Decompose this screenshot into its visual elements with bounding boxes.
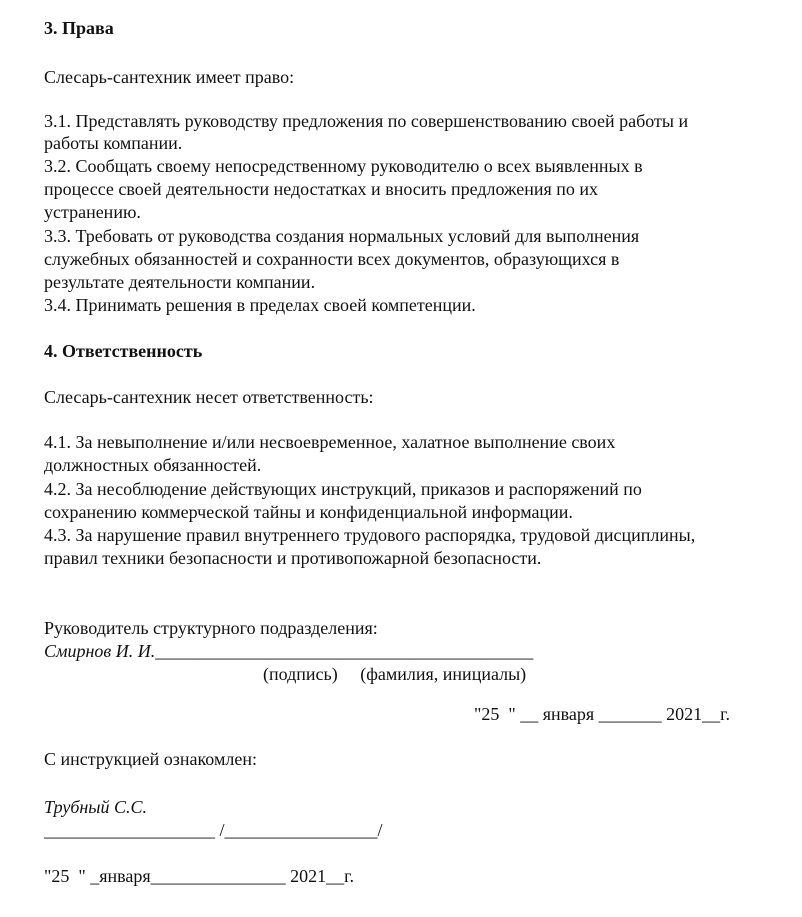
signature-blank: __________________________________________ <box>155 641 534 661</box>
section-3-intro: Слесарь-сантехник имеет право: <box>44 67 295 87</box>
section-3-line: устранению. <box>44 202 141 222</box>
section-4-line: должностных обязанностей. <box>44 455 262 475</box>
section-3-line: 3.3. Требовать от руководства создания нормальных условий для выполнения <box>44 226 640 246</box>
section-4-line: сохранению коммерческой тайны и конфиденциальной информации. <box>44 502 573 522</box>
signature-name: Смирнов И. И. <box>44 641 156 661</box>
signature-date: "25 " __ января _______ 2021__г. <box>474 704 730 724</box>
acknowledgement-blanks: ___________________ /_________________/ <box>44 820 383 840</box>
acknowledgement-date: "25 " _января_______________ 2021__г. <box>44 866 354 886</box>
signature-name-line <box>44 640 533 662</box>
section-3-line: процессе своей деятельности недостатках и вносить предложения по их <box>44 179 599 199</box>
section-3-line: результате деятельности компании. <box>44 272 316 292</box>
section-3-line: 3.1. Представлять руководству предложения по совершенствованию своей работы и <box>44 111 689 131</box>
section-4-intro: Слесарь-сантехник несет ответственность: <box>44 387 374 407</box>
section-3-heading: 3. Права <box>44 18 114 38</box>
section-4-line: 4.3. За нарушение правил внутреннего трудового распорядка, трудовой дисциплины, <box>44 525 696 545</box>
section-3-line: служебных обязанностей и сохранности всех документов, образующихся в <box>44 249 620 269</box>
acknowledgement-title: С инструкцией ознакомлен: <box>44 749 257 769</box>
section-4-line: 4.1. За невыполнение и/или несвоевременное, халатное выполнение своих <box>44 432 616 452</box>
section-4-line: правил техники безопасности и противопожарной безопасности. <box>44 548 542 568</box>
signature-captions: (подпись) (фамилия, инициалы) <box>263 664 527 684</box>
section-3-line: 3.2. Сообщать своему непосредственному руководителю о всех выявленных в <box>44 156 643 176</box>
section-3-line: 3.4. Принимать решения в пределах своей компетенции. <box>44 295 476 315</box>
acknowledgement-name: Трубный С.С. <box>44 797 147 817</box>
section-4-line: 4.2. За несоблюдение действующих инструкций, приказов и распоряжений по <box>44 479 642 499</box>
section-3-line: работы компании. <box>44 133 183 153</box>
section-4-heading: 4. Ответственность <box>44 341 203 361</box>
signature-role: Руководитель структурного подразделения: <box>44 618 378 638</box>
